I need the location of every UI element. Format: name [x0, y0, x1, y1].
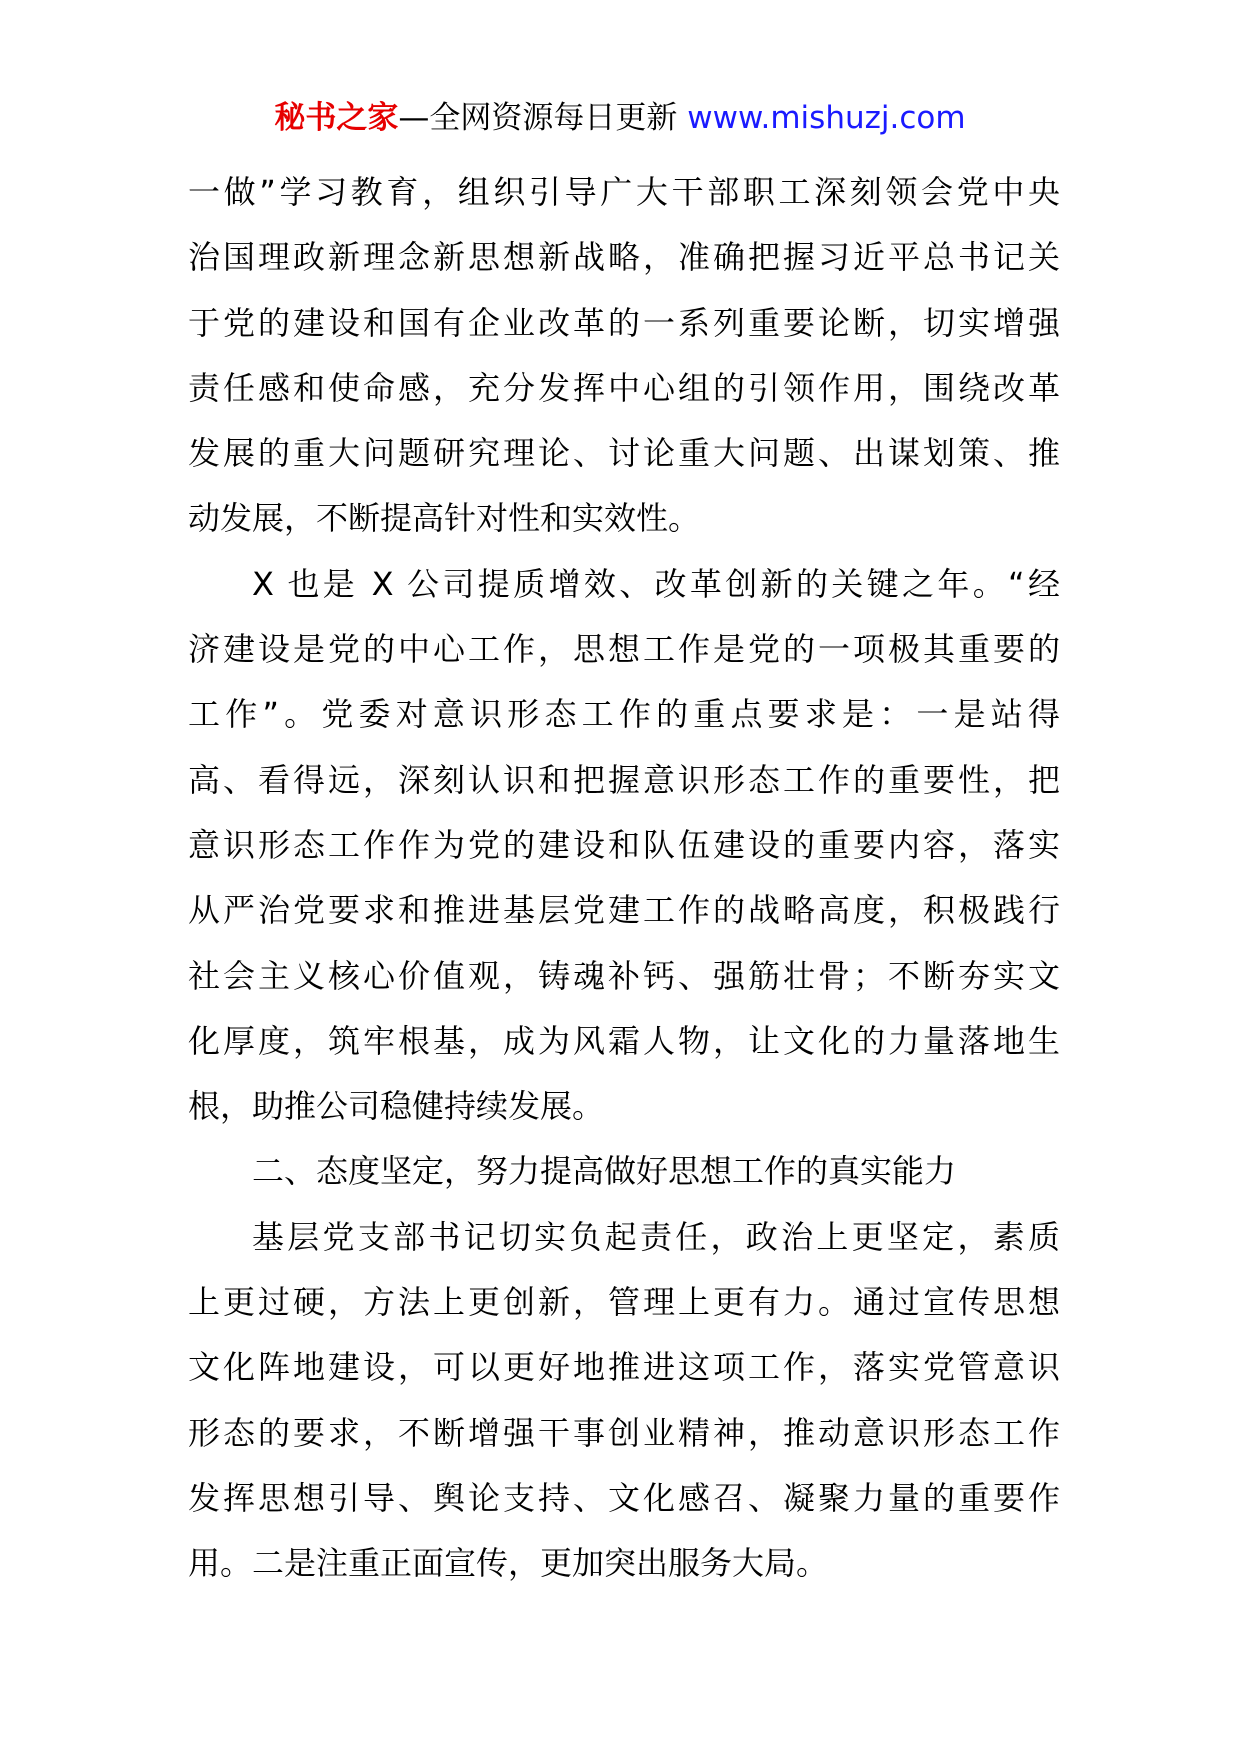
header-slogan: —全网资源每日更新 — [398, 100, 688, 136]
document-body — [188, 160, 1060, 1597]
site-url-link[interactable]: www.mishuzj.com — [687, 100, 966, 136]
text-line: 工作”。党委对意识形态工作的重点要求是：一是站得 — [188, 695, 1060, 734]
text-line: 发展的重大问题研究理论、讨论重大问题、出谋划策、推 — [188, 434, 1060, 473]
text-line: X 也是 X 公司提质增效、改革创新的关键之年。“经 — [252, 564, 1060, 603]
text-line: 基层党支部书记切实负起责任，政治上更坚定，素质 — [252, 1217, 1060, 1256]
text-line: 意识形态工作作为党的建设和队伍建设的重要内容，落实 — [188, 825, 1060, 864]
text-line: 形态的要求，不断增强干事创业精神，推动意识形态工作 — [188, 1413, 1060, 1452]
text-line: 文化阵地建设，可以更好地推进这项工作，落实党管意识 — [188, 1348, 1060, 1387]
text-line: 济建设是党的中心工作，思想工作是党的一项极其重要的 — [188, 630, 1060, 669]
page-header — [0, 98, 1240, 138]
text-line: 社会主义核心价值观，铸魂补钙、强筋壮骨；不断夯实文 — [188, 956, 1060, 995]
brand-name: 秘书之家 — [274, 100, 399, 136]
text-line: 发挥思想引导、舆论支持、文化感召、凝聚力量的重要作 — [188, 1478, 1060, 1517]
text-line: 于党的建设和国有企业改革的一系列重要论断，切实增强 — [188, 303, 1060, 342]
text-line: 用。二是注重正面宣传，更加突出服务大局。 — [188, 1544, 829, 1583]
text-line: 从严治党要求和推进基层党建工作的战略高度，积极践行 — [188, 891, 1060, 930]
text-line: 高、看得远，深刻认识和把握意识形态工作的重要性，把 — [188, 760, 1060, 799]
text-line: 根，助推公司稳健持续发展。 — [188, 1087, 605, 1126]
text-line: 上更过硬，方法上更创新，管理上更有力。通过宣传思想 — [188, 1283, 1060, 1322]
text-line: 一做”学习教育，组织引导广大干部职工深刻领会党中央 — [188, 173, 1060, 211]
section-heading: 二、态度坚定，努力提高做好思想工作的真实能力 — [252, 1152, 957, 1191]
text-line: 化厚度，筑牢根基，成为风霜人物，让文化的力量落地生 — [188, 1021, 1060, 1060]
text-line: 动发展，不断提高针对性和实效性。 — [188, 499, 701, 538]
text-line: 治国理政新理念新思想新战略，准确把握习近平总书记关 — [188, 238, 1060, 277]
text-line: 责任感和使命感，充分发挥中心组的引领作用，围绕改革 — [188, 368, 1060, 407]
